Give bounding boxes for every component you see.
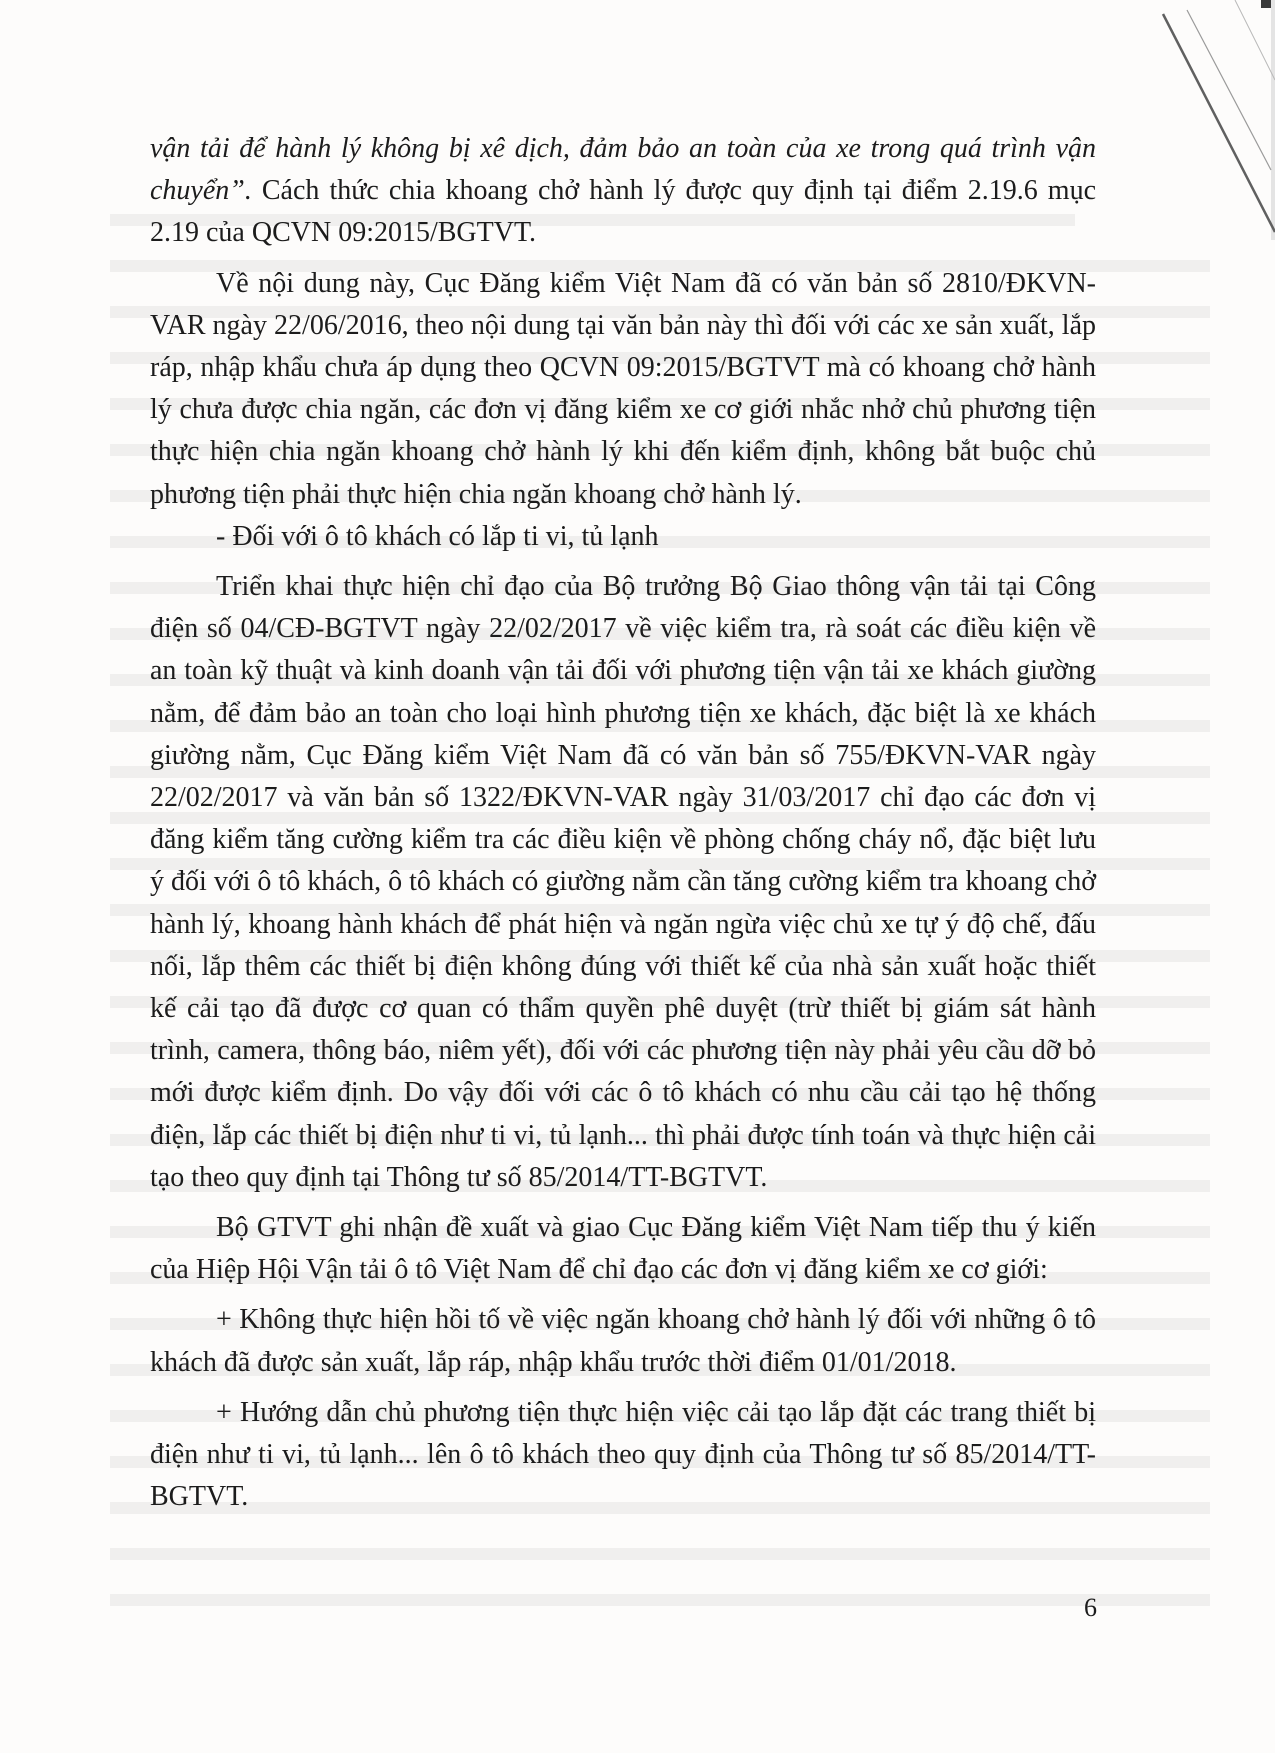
list-item-guidance: + Hướng dẫn chủ phương tiện thực hiện việc cải tạo lắp đặt các trang thiết bị điện như ti vi, tủ lạnh... lên ô tô khách theo quy định của Thông tư số 85/2014/TT-BGTVT.: [150, 1396, 1096, 1513]
paragraph-1: [150, 128, 1096, 255]
document-body: [150, 128, 1096, 1519]
list-item-no-retroactive: + Không thực hiện hồi tố về việc ngăn khoang chở hành lý đối với những ô tô khách đã được sản xuất, lắp ráp, nhập khẩu trước thời điểm 01/01/2018.: [150, 1304, 1096, 1378]
paragraph-2: Về nội dung này, Cục Đăng kiểm Việt Nam đã có văn bản số 2810/ĐKVN-VAR ngày 22/06/2016, theo nội dung tại văn bản này thì đối với các xe sản xuất, lắp ráp, nhập khẩu chưa áp dụng theo QCVN 09:2015/BGTVT mà có khoang chở hành lý chưa được chia ngăn, các đơn vị đăng kiểm xe cơ giới nhắc nhở chủ phương tiện thực hiện chia ngăn khoang chở hành lý khi đến kiểm định, không bắt buộc chủ phương tiện phải thực hiện chia ngăn khoang chở hành lý.: [150, 267, 1096, 510]
page-number: 6: [1084, 1593, 1097, 1622]
section-heading-tv-fridge: - Đối với ô tô khách có lắp ti vi, tủ lạnh: [216, 520, 659, 552]
paragraph-4: Triển khai thực hiện chỉ đạo của Bộ trưởng Bộ Giao thông vận tải tại Công điện số 04/CĐ-BGTVT ngày 22/02/2017 về việc kiểm tra, rà soát các điều kiện về an toàn kỹ thuật và kinh doanh vận tải đối với phương tiện vận tải xe khách giường nằm, để đảm bảo an toàn cho loại hình phương tiện xe khách, đặc biệt là xe khách giường nằm, Cục Đăng kiểm Việt Nam đã có văn bản số 755/ĐKVN-VAR ngày 22/02/2017 và văn bản số 1322/ĐKVN-VAR ngày 31/03/2017 chỉ đạo các đơn vị đăng kiểm tăng cường kiểm tra các điều kiện về phòng chống cháy nổ, đặc biệt lưu ý đối với ô tô khách, ô tô khách có giường nằm cần tăng cường kiểm tra khoang chở hành lý, khoang hành khách để phát hiện và ngăn ngừa việc chủ xe tự ý độ chế, đấu nối, lắp thêm các thiết bị điện không đúng với thiết kế của nhà sản xuất hoặc thiết kế cải tạo đã được cơ quan có thẩm quyền phê duyệt (trừ thiết bị giám sát hành trình, camera, thông báo, niêm yết), đối với các phương tiện này phải yêu cầu dỡ bỏ mới được kiểm định. Do vậy đối với các ô tô khách có nhu cầu cải tạo hệ thống điện, lắp các thiết bị điện như ti vi, tủ lạnh... thì phải được tính toán và thực hiện cải tạo theo quy định tại Thông tư số 85/2014/TT-BGTVT.: [150, 571, 1096, 1193]
paragraph-5: Bộ GTVT ghi nhận đề xuất và giao Cục Đăng kiểm Việt Nam tiếp thu ý kiến của Hiệp Hội Vận tải ô tô Việt Nam để chỉ đạo các đơn vị đăng kiểm xe cơ giới:: [150, 1212, 1096, 1286]
quoted-italic-text: vận tải để hành lý không bị xê dịch, đảm bảo an toàn của xe trong quá trình vận chuyển”.: [150, 133, 1096, 207]
folded-corner-graphic: [1075, 0, 1275, 240]
paragraph-1-text: Cách thức chia khoang chở hành lý được quy định tại điểm 2.19.6 mục 2.19 của QCVN 09:2015/BGTVT.: [150, 175, 1096, 249]
